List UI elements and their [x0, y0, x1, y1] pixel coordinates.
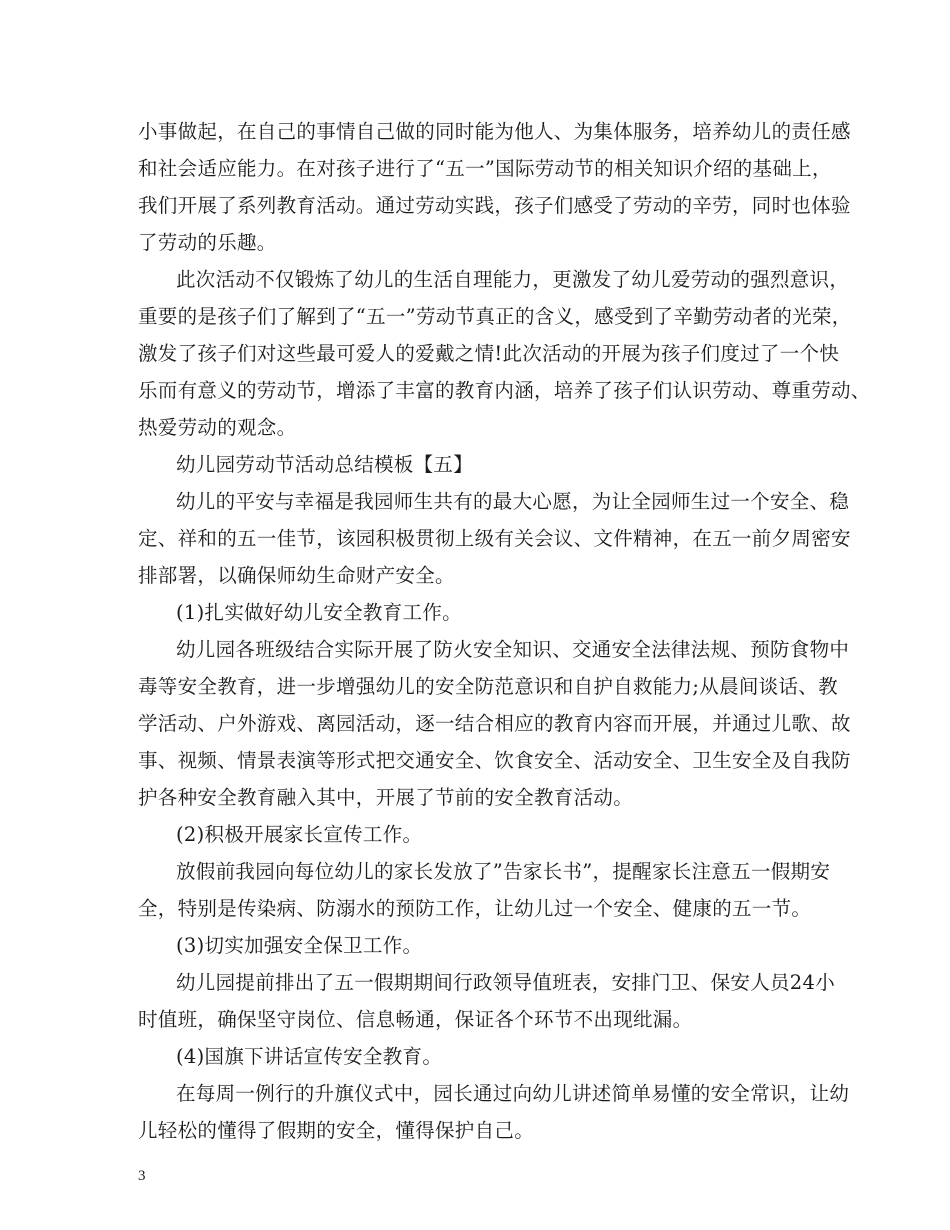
body-text-line: 和社会适应能力。在对孩子进行了“五一”国际劳动节的相关知识介绍的基础上，: [138, 157, 832, 180]
numbered-item-heading: (3)切实加强安全保卫工作。: [176, 934, 423, 957]
paragraph-first-line: 幼儿园提前排出了五一假期期间行政领导值班表，安排门卫、保安人员24小: [176, 971, 836, 994]
body-text-line: 毒等安全教育，进一步增强幼儿的安全防范意识和自护自救能力;从晨间谈话、教: [138, 675, 838, 698]
body-text-line: 护各种安全教育融入其中，开展了节前的安全教育活动。: [138, 786, 634, 809]
body-text-line: 全，特别是传染病、防溺水的预防工作，让幼儿过一个安全、健康的五一节。: [138, 897, 812, 920]
body-text-line: 乐而有意义的劳动节，增添了丰富的教育内涵，培养了孩子们认识劳动、尊重劳动、: [138, 379, 871, 402]
body-text-line: 排部署，以确保师幼生命财产安全。: [138, 564, 455, 587]
paragraph-first-line: 幼儿园各班级结合实际开展了防火安全知识、交通安全法律法规、预防食物中: [176, 638, 850, 661]
body-text-line: 定、祥和的五一佳节，该园积极贯彻上级有关会议、文件精神，在五一前夕周密安: [138, 527, 851, 550]
paragraph-first-line: 在每周一例行的升旗仪式中，园长通过向幼儿讲述简单易懂的安全常识，让幼: [176, 1082, 850, 1105]
paragraph-first-line: 幼儿的平安与幸福是我园师生共有的最大心愿，为让全园师生过一个安全、稳: [176, 490, 850, 513]
body-text-line: 时值班，确保坚守岗位、信息畅通，保证各个环节不出现纰漏。: [138, 1008, 693, 1031]
numbered-item-heading: (4)国旗下讲话宣传安全教育。: [176, 1045, 443, 1068]
body-text-line: 了劳动的乐趣。: [138, 231, 277, 254]
body-text-line: 事、视频、情景表演等形式把交通安全、饮食安全、活动安全、卫生安全及自我防: [138, 749, 851, 772]
paragraph-first-line: 放假前我园向每位幼儿的家长发放了”告家长书”，提醒家长注意五一假期安: [176, 860, 831, 883]
body-text-line: 小事做起，在自己的事情自己做的同时能为他人、为集体服务，培养幼儿的责任感: [138, 120, 851, 143]
body-text-line: 我们开展了系列教育活动。通过劳动实践，孩子们感受了劳动的辛劳，同时也体验: [138, 194, 851, 217]
body-text-line: 重要的是孩子们了解到了“五一”劳动节真正的含义，感受到了辛勤劳动者的光荣，: [138, 305, 852, 328]
body-text-line: 激发了孩子们对这些最可爱人的爱戴之情!此次活动的开展为孩子们度过了一个快: [138, 342, 840, 365]
paragraph-first-line: 此次活动不仅锻炼了幼儿的生活自理能力，更激发了幼儿爱劳动的强烈意识，: [176, 268, 850, 291]
numbered-item-heading: (2)积极开展家长宣传工作。: [176, 823, 423, 846]
body-text-line: 儿轻松的懂得了假期的安全，懂得保护自己。: [138, 1119, 535, 1142]
numbered-item-heading: (1)扎实做好幼儿安全教育工作。: [176, 601, 462, 624]
page-number: 3: [138, 1168, 146, 1184]
body-text-line: 学活动、户外游戏、离园活动，逐一结合相应的教育内容而开展，并通过儿歌、故: [138, 712, 851, 735]
section-heading: 幼儿园劳动节活动总结模板【五】: [176, 453, 474, 476]
body-text-line: 热爱劳动的观念。: [138, 416, 297, 439]
